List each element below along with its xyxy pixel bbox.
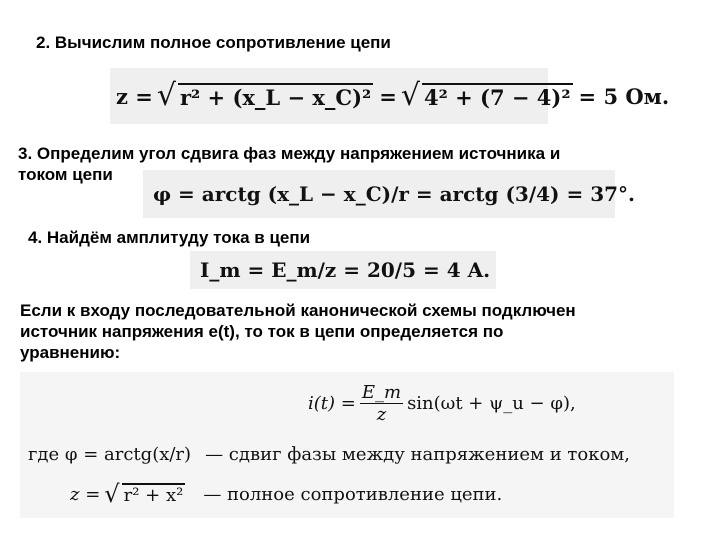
sqrt-icon: √ — [400, 78, 420, 113]
paragraph-line1: Если к входу последовательной канонической схемы подключен — [20, 301, 576, 320]
impedance-lhs: z = — [116, 83, 153, 109]
paragraph-line3: уравнению: — [20, 343, 121, 362]
impedance-row-lhs: z = — [70, 483, 101, 505]
impedance-row-description: — полное сопротивление цепи. — [203, 483, 503, 505]
phase-shift-definition: где φ = arctg(x/r) — [28, 444, 192, 465]
current-amplitude-text: I_m = E_m/z = 20/5 = 4 A. — [200, 258, 491, 282]
step3-heading-line1: 3. Определим угол сдвига фаз между напряжением источника и — [18, 144, 561, 163]
phase-shift-description: — сдвиг фазы между напряжением и током, — [205, 444, 631, 465]
fraction-numerator: E_m — [361, 382, 402, 403]
impedance-equals: = — [379, 83, 397, 109]
impedance-row-radicand: r² + x² — [123, 484, 184, 506]
sqrt-icon: √ — [156, 78, 176, 113]
fraction-denominator: z — [376, 404, 387, 425]
impedance-row — [70, 482, 502, 506]
step2-heading: 2. Вычислим полное сопротивление цепи — [36, 33, 391, 52]
impedance-formula — [110, 68, 670, 124]
current-equation-row — [308, 382, 576, 425]
phase-shift-row — [28, 444, 630, 465]
phase-angle-formula — [143, 170, 636, 218]
current-equation-block — [20, 372, 674, 518]
impedance-radicand-numbers: 4² + (7 − 4)² — [424, 84, 571, 110]
impedance-radicand: r² + (x_L − x_C)² — [179, 84, 372, 110]
impedance-result: = 5 Ом. — [578, 83, 670, 109]
current-amplitude-formula — [190, 251, 496, 289]
series-circuit-paragraph — [20, 300, 710, 363]
current-equation-lhs: i(t) = — [308, 393, 356, 414]
current-equation-rhs: sin(ωt + ψ_u − φ), — [407, 393, 576, 414]
step4-heading: 4. Найдём амплитуду тока в цепи — [28, 228, 311, 247]
phase-angle-text: φ = arctg (x_L − x_C)/r = arctg (3/4) = 37°. — [153, 182, 636, 206]
sqrt-icon: √ — [104, 480, 120, 508]
step3-heading-line2: током цепи — [18, 165, 113, 184]
paragraph-line2: источник напряжения e(t), то ток в цепи определяется по — [20, 322, 504, 341]
amplitude-fraction — [360, 382, 403, 425]
